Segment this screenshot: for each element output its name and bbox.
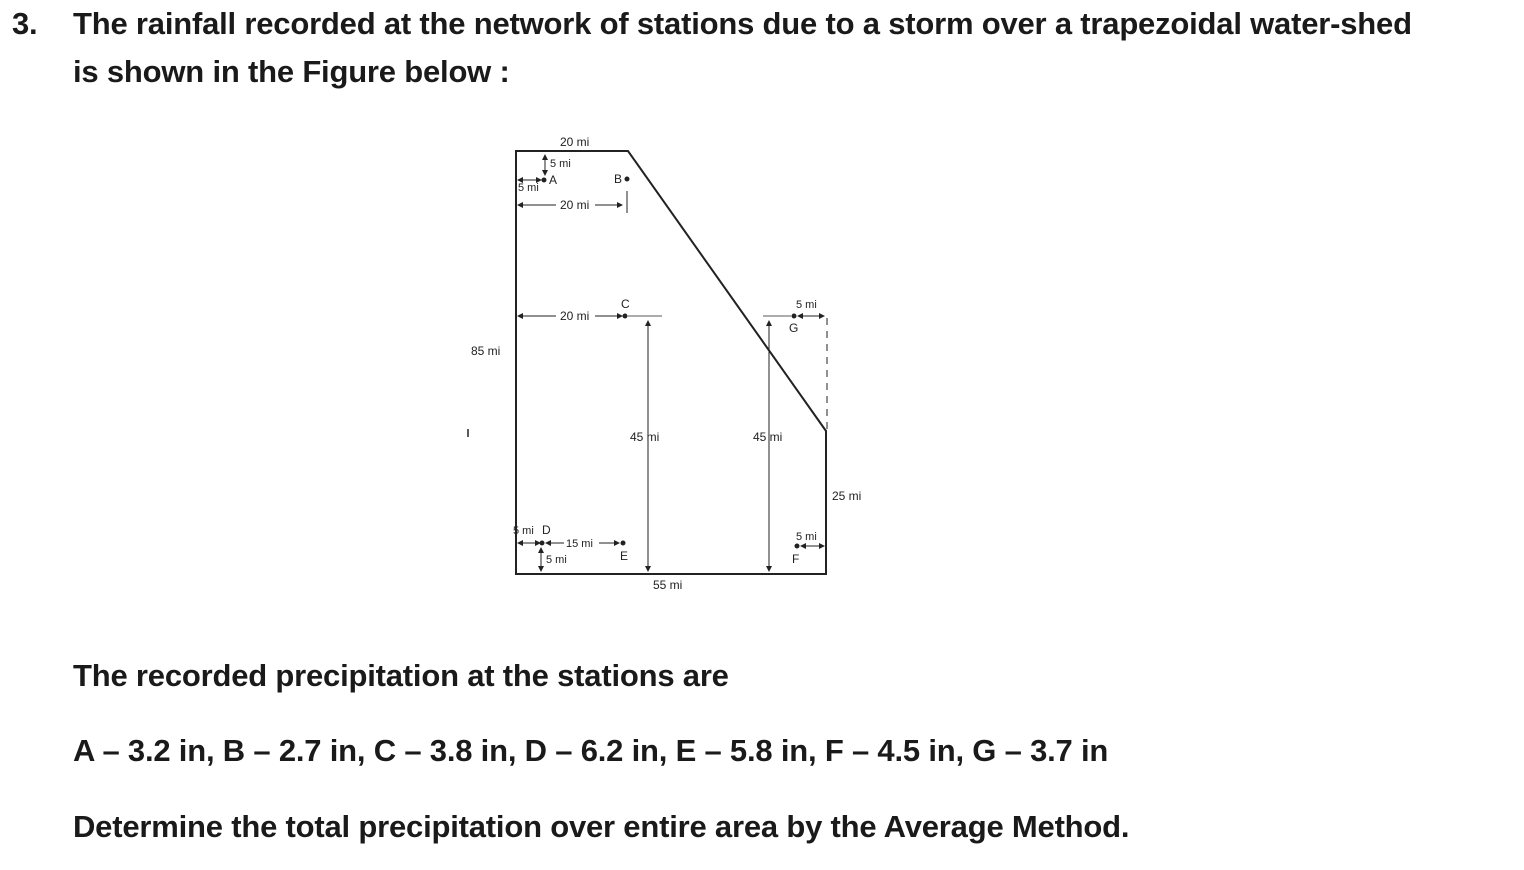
dim-c-to-bottom: 45 mi bbox=[630, 430, 660, 444]
dim-g-right: 5 mi bbox=[796, 299, 817, 311]
question-text-line1: The rainfall recorded at the network of stations due to a storm over a trapezoidal water-shed bbox=[73, 6, 1412, 41]
dim-g-to-bottom: 45 mi bbox=[753, 430, 783, 444]
station-a-label: A bbox=[549, 173, 558, 187]
station-c-dot bbox=[623, 314, 628, 319]
station-b-dot bbox=[625, 177, 630, 182]
station-e-label: E bbox=[620, 549, 629, 563]
dim-d-bottom: 5 mi bbox=[546, 554, 567, 566]
station-g-label: G bbox=[789, 321, 799, 335]
watershed-figure bbox=[440, 125, 900, 605]
recorded-intro: The recorded precipitation at the stations are bbox=[73, 658, 729, 693]
question-number: 3. bbox=[12, 6, 38, 41]
watershed-boundary bbox=[516, 151, 826, 574]
dim-d-to-e: 15 mi bbox=[566, 538, 593, 550]
station-e-dot bbox=[621, 541, 626, 546]
dim-a-left: 5 mi bbox=[518, 182, 539, 194]
station-d-label: D bbox=[542, 523, 551, 537]
station-values: A – 3.2 in, B – 2.7 in, C – 3.8 in, D – 6.2 in, E – 5.8 in, F – 4.5 in, G – 3.7 in bbox=[73, 733, 1109, 768]
dim-bottom-width: 55 mi bbox=[653, 578, 683, 592]
station-g-dot bbox=[792, 314, 797, 319]
dim-top-width: 20 mi bbox=[560, 135, 590, 149]
station-b-label: B bbox=[614, 172, 623, 186]
station-c-label: C bbox=[621, 297, 630, 311]
dim-a-top: 5 mi bbox=[550, 158, 571, 170]
dim-left-height: 85 mi bbox=[471, 344, 501, 358]
dim-b-offset: 20 mi bbox=[560, 198, 590, 212]
dim-right-height: 25 mi bbox=[832, 489, 862, 503]
station-d-dot bbox=[540, 541, 545, 546]
task-text: Determine the total precipitation over entire area by the Average Method. bbox=[73, 809, 1130, 844]
question-text-line2: is shown in the Figure below : bbox=[73, 54, 510, 89]
station-a-dot bbox=[542, 178, 547, 183]
dim-f-right: 5 mi bbox=[796, 531, 817, 543]
dim-d-left: 5 mi bbox=[513, 525, 534, 537]
station-f-label: F bbox=[792, 552, 800, 566]
dim-c-offset: 20 mi bbox=[560, 309, 590, 323]
station-f-dot bbox=[795, 544, 800, 549]
